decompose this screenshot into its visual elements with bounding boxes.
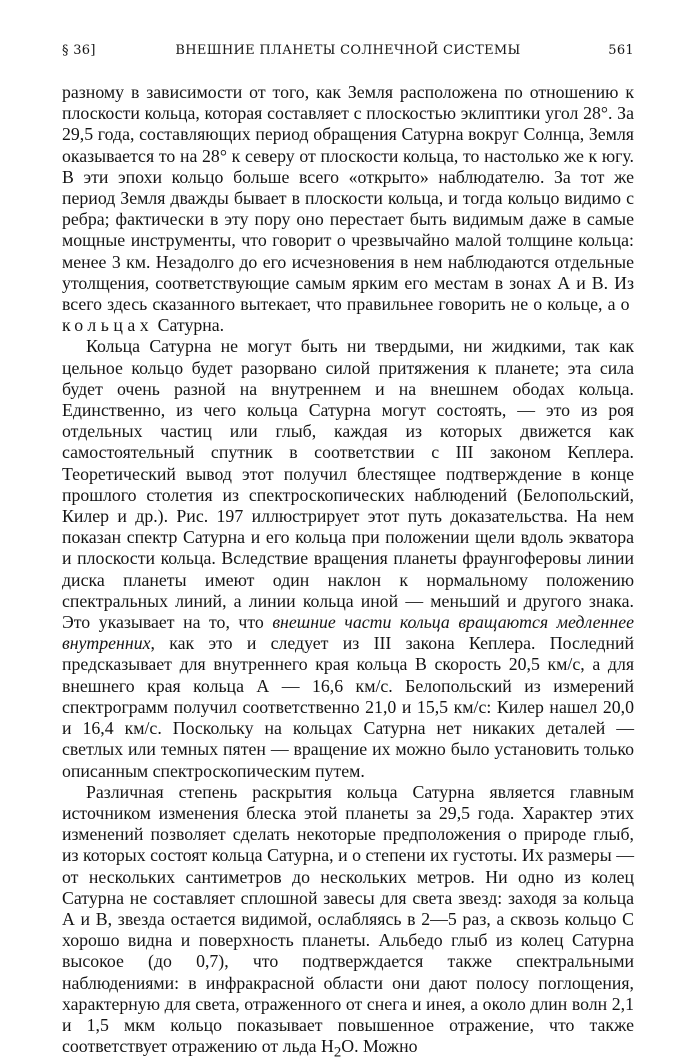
running-head [62,40,634,64]
formula-subscript: 2 [333,1044,342,1061]
paragraph-3 [62,782,634,1064]
paragraph-3-end: . Можно [354,1036,418,1057]
spaced-emphasis: о кольцах [62,294,634,336]
formula-o: O [341,1036,355,1057]
paragraph-3-text: Различная степень раскрытия кольца Сатурна является главным источником изменения блеска этой планеты за 29,5 года. Характер этих изменений позволяет сделать некоторые предположения о природе глыб, из которых состоят кольца Сатурна, и о степени их густоты. Их размеры — от нескольких сантиметров до нескольких метров. Ни одно из колец Сатурна не составляет сплошной завесы для света звезд: заходя за кольца А и В, звезда остается видимой, ослабляясь в 2—5 раз, а сквозь кольцо С хорошо видна и поверхность планеты. Альбедо глыб из колец Сатурна высокое (до 0,7), что подтверждается также спектральными наблюдениями: в инфракрасной области они дают полосу поглощения, характерную для света, отраженного от снега и инея, а около длин волн 2,1 и 1,5 мкм кольцо показывает повышенное отражение, что также соответствует отражению от льда [62,781,634,1057]
italic-emphasis: внешние части кольца вращаются медленнее внутренних [62,612,634,654]
body-text [62,82,634,1064]
paragraph-1-end: Сатурна. [153,315,225,336]
formula-water [320,1036,355,1061]
section-mark: § 36] [62,43,96,58]
paragraph-1-text: разному в зависимости от того, как Земля расположена по отношению к плоскости кольца, которая составляет с плоскостью эклиптики угол 28°. За 29,5 года, составляющих период обращения Сатурна вокруг Солнца, Земля оказывается то на 28° к северу от плоскости кольца, то настолько же к югу. В эти эпохи кольцо больше всего «открыто» наблюдателю. За тот же период Земля дважды бывает в плоскости кольца, и тогда кольцо видимо с ребра; фактически в эту пору оно перестает быть видимым даже в самые мощные инструменты, что говорит о чрезвычайно малой толщине кольца: менее 3 км. Незадолго до его исчезновения в нем наблюдаются отдельные утолщения, соответствующие самым ярким его местам в зонах А и В. Из всего здесь сказанного вытекает, что правильнее говорить не о кольце, а [62,82,634,315]
page-number: 561 [608,43,634,58]
paragraph-2 [62,336,634,781]
formula-h: H [320,1036,334,1057]
chapter-title: ВНЕШНИЕ ПЛАНЕТЫ СОЛНЕЧНОЙ СИСТЕМЫ [175,43,521,58]
paragraph-2-end: , как это и следует из III закона Кеплера. Последний предсказывает для внутреннего края кольца В скорость 20,5 км/с, а для внешнего края кольца А — 16,6 км/с. Белопольский из измерений спектрограмм получил соответственно 21,0 и 15,5 км/с: Килер нашел 20,0 и 16,4 км/с. Поскольку на кольцах Сатурна нет никаких деталей — светлых или темных пятен — вращение их можно было установить только описанным спектроскопическим путем. [62,633,634,781]
paragraph-2-text: Кольца Сатурна не могут быть ни твердыми, ни жидкими, так как цельное кольцо будет разорвано силой притяжения к планете; эта сила будет очень разной на внутреннем и на внешнем ободах кольца. Единственно, из чего кольца Сатурна могут состоять, — это из роя отдельных частиц или глыб, каждая из которых движется как самостоятельный спутник в соответствии с III законом Кеплера. Теоретический вывод этот получил блестящее подтверждение в конце прошлого столетия из спектроскопических наблюдений (Белопольский, Килер и др.). Рис. 197 иллюстрирует этот путь доказательства. На нем показан спектр Сатурна и его кольца при положении щели вдоль экватора и плоскости кольца. Вследствие вращения планеты фраунгоферовы линии диска планеты имеют один наклон к нормальному положению спектральных линий, а линии кольца иной — меньший и другого знака. Это указывает на то, что [62,336,634,633]
paragraph-1 [62,82,634,336]
